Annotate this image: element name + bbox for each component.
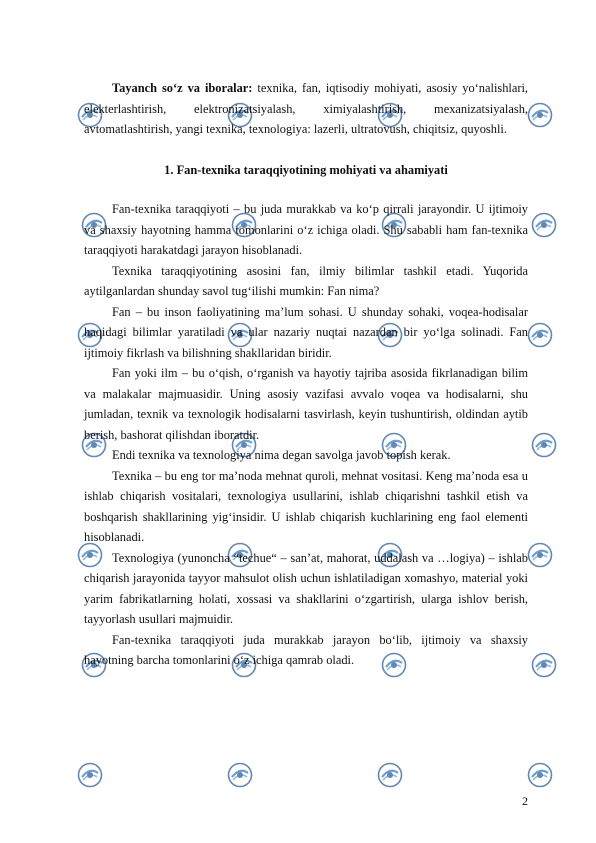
- paragraph-6: Texnika – bu eng tor ma’noda mehnat quroli, mehnat vositasi. Keng ma’noda esa u ishlab chiqarish vositalari, texnologiya usullarini, ishlab chiqarishni tashkil etish va boshqarish shakllarining yig‘insidir. U ishlab chiqarish kuchlarining eng faol elementi hisoblanadi.: [84, 468, 528, 544]
- keywords-label: Tayanch so‘z va iboralar:: [112, 81, 253, 95]
- page-number: 2: [522, 794, 528, 808]
- circular-globe-logo-icon: [377, 762, 403, 788]
- circular-globe-logo-icon: [531, 652, 557, 678]
- circular-globe-logo-icon: [527, 762, 553, 788]
- paragraph-4: Fan yoki ilm – bu o‘qish, o‘rganish va hayotiy tajriba asosida fikrlanadigan bilim va malakalar majmuasidir. Uning asosiy vazifasi avvalo voqea va hodisalarni, shu jumladan, texnik va texnologik hodisalarni tasvirlash, keyin tushuntirish, oldindan aytib berish, bashorat qilishdan iboratdir.: [84, 366, 528, 442]
- circular-globe-logo-icon: [531, 432, 557, 458]
- circular-globe-logo-icon: [531, 212, 557, 238]
- paragraph-5: Endi texnika va texnologiya nima degan savolga javob topish kerak.: [112, 448, 451, 462]
- section-heading: 1. Fan-texnika taraqqiyotining mohiyati va ahamiyati: [164, 162, 448, 177]
- circular-globe-logo-icon: [77, 762, 103, 788]
- keywords-text: texnika, fan, iqtisodiy mohiyati, asosiy yo‘nalishlari, elekterlashtirish, elektronizatsiyalash, ximiyalashtirish, mexanizatsiyalash, avtomatlashtirish, yangi texnika, texnologiya: lazerli, ultratovush, chiqitsiz, quyoshli.: [84, 81, 529, 136]
- paragraph-8: Fan-texnika taraqqiyoti juda murakkab jarayon bo‘lib, ijtimoiy va shaxsiy hayotning barcha tomonlarini o‘z ichiga qamrab oladi.: [84, 632, 528, 667]
- keywords-paragraph: [84, 78, 528, 140]
- circular-globe-logo-icon: [527, 322, 553, 348]
- circular-globe-logo-icon: [527, 542, 553, 568]
- paragraph-3: Fan – bu inson faoliyatining ma’lum sohasi. U shunday sohaki, voqea-hodisalar haqidagi bilimlar yaratiladi va ular nazariy nuqtai nazardan bir yo‘lga solinadi. Fan ijtimoiy fikrlash va bilishning shakllaridan biridir.: [84, 304, 528, 360]
- paragraph-1: Fan-texnika taraqqiyoti – bu juda murakkab va ko‘p qirrali jarayondir. U ijtimoiy va shaxsiy hayotning hamma tomonlarini o‘z ichiga oladi. Shu sababli ham fan-texnika taraqqiyoti harakatdagi jarayon hisoblanadi.: [84, 202, 528, 257]
- circular-globe-logo-icon: [227, 762, 253, 788]
- paragraph-2: Texnika taraqqiyotining asosini fan, ilmiy bilimlar tashkil etadi. Yuqorida aytilganlardan shunday savol tug‘ilishi mumkin: Fan nima?: [84, 263, 528, 298]
- document-page: [84, 78, 528, 671]
- circular-globe-logo-icon: [527, 102, 553, 128]
- paragraph-7: Texnologiya (yunoncha “techue“ – san’at, mahorat, uddalash va …logiya) – ishlab chiqarish jarayonida tayyor mahsulot olish uchun ishlatiladigan xomashyo, material yoki yarim fabrikatlarning holati, xossasi va shakllarini o‘zgartirish, ularga ishlov berish, tayyorlash usullari majmuidir.: [84, 550, 528, 626]
